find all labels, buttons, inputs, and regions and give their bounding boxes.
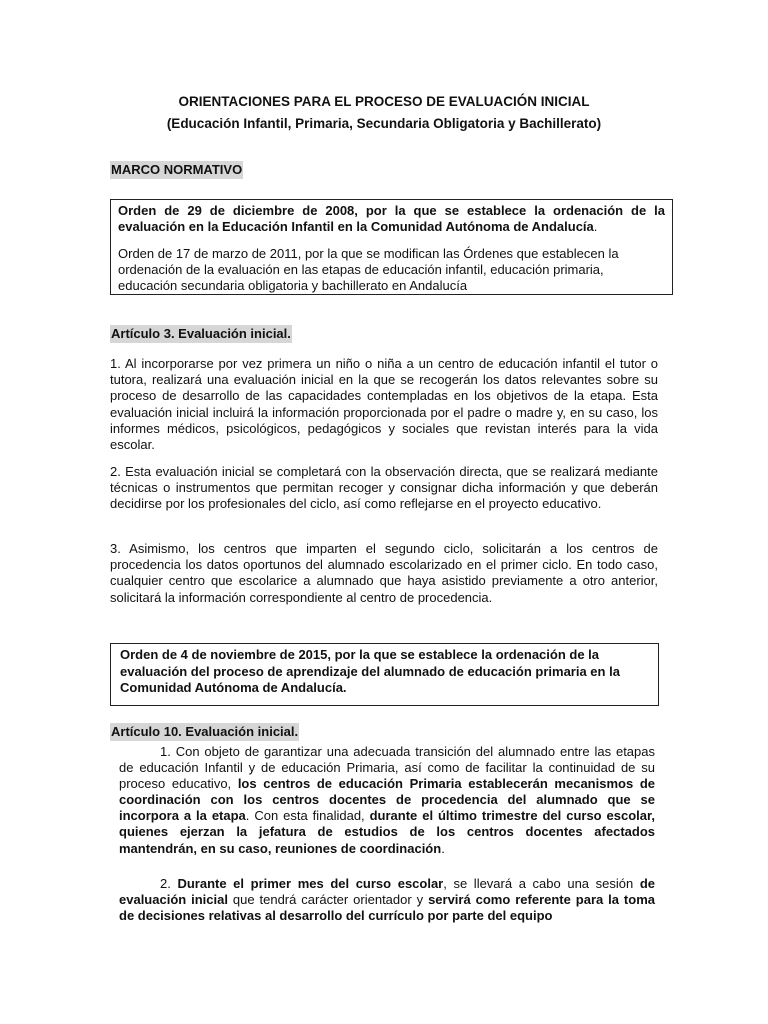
legislation-box-2015 xyxy=(110,643,659,706)
orden-2015-text: Orden de 4 de noviembre de 2015, por la que se establece la ordenación de la evaluación del proceso de aprendizaje del alumnado de educación primaria en la Comunidad Autónoma de Andalucía. xyxy=(120,647,620,695)
articulo-3-paragraph-3: 3. Asimismo, los centros que imparten el segundo ciclo, solicitarán a los centros de procedencia los datos oportunos del alumnado escolarizado en el primer ciclo. En todo caso, cualquier centro que escolarice a alumnado que haya asistido previamente a otro anterior, solicitará la información correspondiente al centro de procedencia. xyxy=(110,541,658,605)
articulo-3-paragraph-2: 2. Esta evaluación inicial se completará con la observación directa, que se realizará mediante técnicas o instrumentos que permitan recoger y consignar dicha información y que deberán decidirse por los profesionales del ciclo, así como reflejarse en el proyecto educativo. xyxy=(110,464,658,512)
articulo-3-paragraph-1: 1. Al incorporarse por vez primera un niño o niña a un centro de educación infantil el tutor o tutora, realizará una evaluación inicial en la que se recogerán los datos relevantes sobre su proceso de desarrollo de las capacidades contempladas en los objetivos de la etapa. Esta evaluación inicial incluirá la información proporcionada por el padre o madre y, en su caso, los informes médicos, psicológicos, pedagógicos y sociales que revistan interés para la vida escolar. xyxy=(110,356,658,453)
marco-normativo-heading: MARCO NORMATIVO xyxy=(111,162,243,177)
legislation-box-2008 xyxy=(110,199,673,295)
articulo-10-heading: Artículo 10. Evaluación inicial. xyxy=(111,724,299,739)
articulo-10-paragraph-2: 2. Durante el primer mes del curso escolar, se llevará a cabo una sesión de evaluación inicial que tendrá carácter orientador y servirá como referente para la toma de decisiones relativas al desarrollo del currículo por parte del equipo xyxy=(119,876,655,924)
orden-2008-text: Orden de 29 de diciembre de 2008, por la que se establece la ordenación de la evaluación en la Educación Infantil en la Comunidad Autónoma de Andalucía. xyxy=(118,203,665,234)
articulo-10-paragraph-1: 1. Con objeto de garantizar una adecuada transición del alumnado entre las etapas de educación Infantil y de educación Primaria, así como de facilitar la continuidad de su proceso educativo, los centros de educación Primaria establecerán mecanismos de coordinación con los centros docentes de procedencia del alumnado que se incorpora a la etapa. Con esta finalidad, durante el último trimestre del curso escolar, quienes ejerzan la jefatura de estudios de los centros docentes afectados mantendrán, en su caso, reuniones de coordinación. xyxy=(119,744,656,856)
orden-2011-text: Orden de 17 de marzo de 2011, por la que se modifican las Órdenes que establecen la ordenación de la evaluación en las etapas de educación infantil, educación primaria, educación secundaria obligatoria y bachillerato en Andalucía xyxy=(118,246,619,293)
articulo-3-heading: Artículo 3. Evaluación inicial. xyxy=(111,326,291,341)
document-title: ORIENTACIONES PARA EL PROCESO DE EVALUACIÓN INICIAL xyxy=(178,94,590,109)
document-subtitle: (Educación Infantil, Primaria, Secundaria Obligatoria y Bachillerato) xyxy=(166,116,602,131)
